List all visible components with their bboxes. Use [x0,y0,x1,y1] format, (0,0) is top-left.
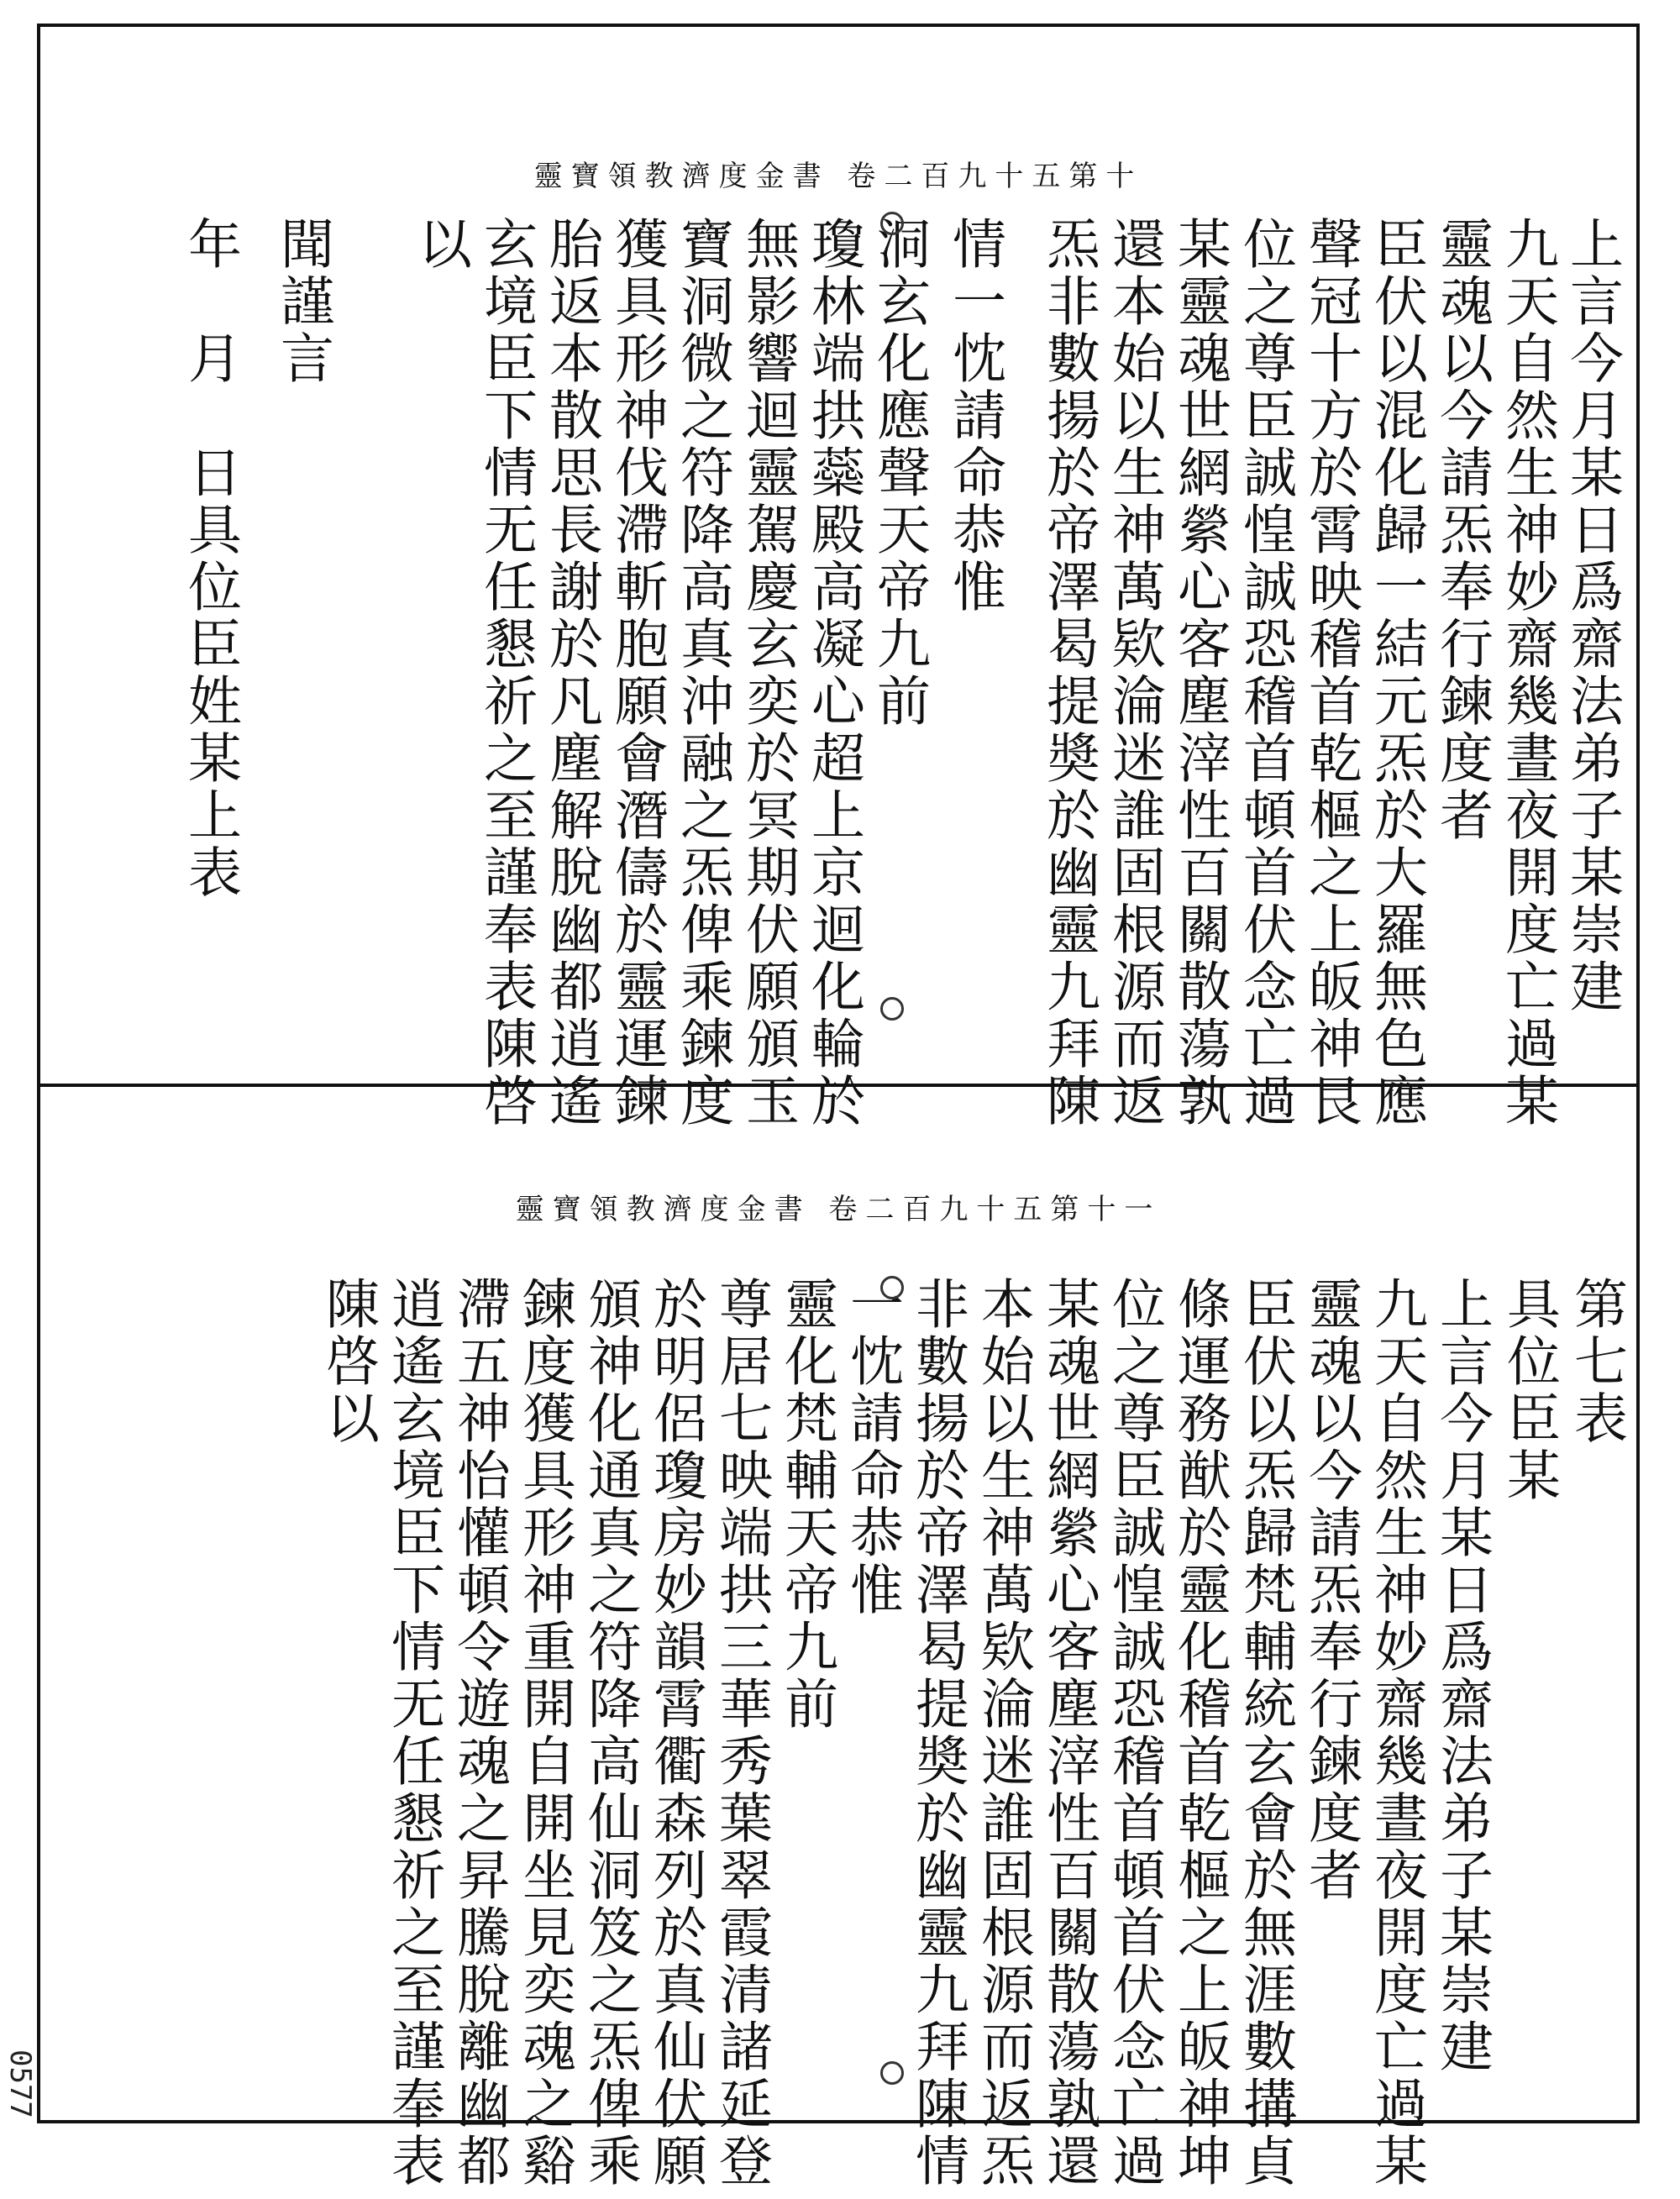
bottom-col-5: 靈魂以今請炁奉行鍊度者 [1299,1276,1362,1904]
bottom-col-1: 第七表 [1565,1276,1627,1447]
bottom-col-13: 靈化梵輔天帝九前 [775,1276,837,1733]
top-panel-header: 靈寶領教濟度金書 卷二百九十五第十 [533,160,1143,193]
bottom-col-10: 本始以生神萬欵淪迷誰固根源而返炁 [972,1276,1034,2190]
top-col-5: 聲冠十方於霄映稽首乾樞之上皈神艮 [1299,216,1362,1130]
bottom-col-9: 某魂世網縈心客塵滓性百關散蕩孰還 [1037,1276,1100,2190]
binding-hole-circle [880,2061,904,2085]
bottom-col-12: 一忱請命恭惟 [841,1276,903,1619]
top-col-10: 情一忱請命恭惟 [943,216,1005,616]
top-col-14: 寶洞微之符降高真沖融之炁俾乘鍊度 [671,216,733,1130]
top-col-9: 炁非數揚於帝澤曷提奬於幽靈九拜陳 [1037,216,1100,1130]
top-col-13: 無影響迴靈駕慶玄奕於冥期伏願頒玉 [737,216,799,1130]
bottom-col-18: 滯五神怡懽頓令遊魂之昇騰脫離幽都 [448,1276,510,2190]
top-panel [40,27,1636,1130]
top-col-7: 某靈魂世網縈心客塵滓性百關散蕩孰 [1168,216,1231,1130]
bottom-col-15: 於明侶瓊房妙韻霄衢森列於真仙伏願 [644,1276,706,2190]
top-col-8: 還本始以生神萬欵淪迷誰固根源而返 [1103,216,1165,1130]
bottom-col-4: 九天自然生神妙齋幾晝夜開度亡過某 [1365,1276,1427,2190]
top-col-15: 獲具形神伐滯斬胞願會潛儔於靈運鍊 [606,216,668,1130]
bottom-col-14: 尊居七映端拱三華秀葉翠霞清諸延登 [710,1276,772,2190]
page-number: 0577 [3,2049,37,2118]
bottom-panel [40,1087,1636,2190]
bottom-col-6: 臣伏以炁歸梵輔統玄會於無涯數搆貞 [1234,1276,1296,2190]
bottom-panel-header: 靈寶領教濟度金書 卷二百九十五第十一 [515,1193,1162,1226]
bottom-col-19: 逍遙玄境臣下情无任懇祈之至謹奉表 [382,1276,444,2190]
top-col-11: 洞玄化應聲天帝九前 [868,216,930,730]
top-col-18: 以 [409,216,471,273]
top-col-17: 玄境臣下情无任懇祈之至謹奉表陳啓 [475,216,537,1130]
top-col-3: 靈魂以今請炁奉行鍊度者 [1431,216,1493,844]
top-col-12: 瓊林端拱蘂殿高凝心超上京迴化輪於 [802,216,864,1130]
bottom-col-3: 上言今月某日爲齋法弟子某崇建 [1431,1276,1493,2076]
top-col-20: 年 月 日具位臣姓某上表 [179,216,241,901]
bottom-col-16: 頒神化通真之符降高仙洞笈之炁俾乘 [579,1276,641,2190]
bottom-col-2: 具位臣某 [1498,1276,1560,1504]
binding-hole-circle [880,212,904,235]
top-col-19: 聞謹言 [271,216,333,387]
top-col-4: 臣伏以混化歸一結元炁於大羅無色應 [1365,216,1427,1130]
binding-hole-circle [880,997,904,1021]
top-col-1: 上言今月某日爲齋法弟子某崇建 [1561,216,1623,1016]
bottom-col-17: 鍊度獲具形神重開自開坐見奕魂之谿 [513,1276,575,2190]
bottom-col-20: 陳啓以 [317,1276,379,1447]
bottom-col-11: 非數揚於帝澤曷提奬於幽靈九拜陳情 [906,1276,969,2190]
binding-hole-circle [880,1276,904,1299]
top-col-16: 胎返本散思長謝於凡塵解脫幽都逍遙 [540,216,602,1130]
top-col-2: 九天自然生神妙齋幾晝夜開度亡過某 [1496,216,1558,1130]
bottom-col-7: 條運務猷於靈化稽首乾樞之上皈神坤 [1168,1276,1231,2190]
bottom-col-8: 位之尊臣誠惶誠恐稽首頓首伏念亡過 [1103,1276,1165,2190]
top-col-6: 位之尊臣誠惶誠恐稽首頓首伏念亡過 [1234,216,1296,1130]
